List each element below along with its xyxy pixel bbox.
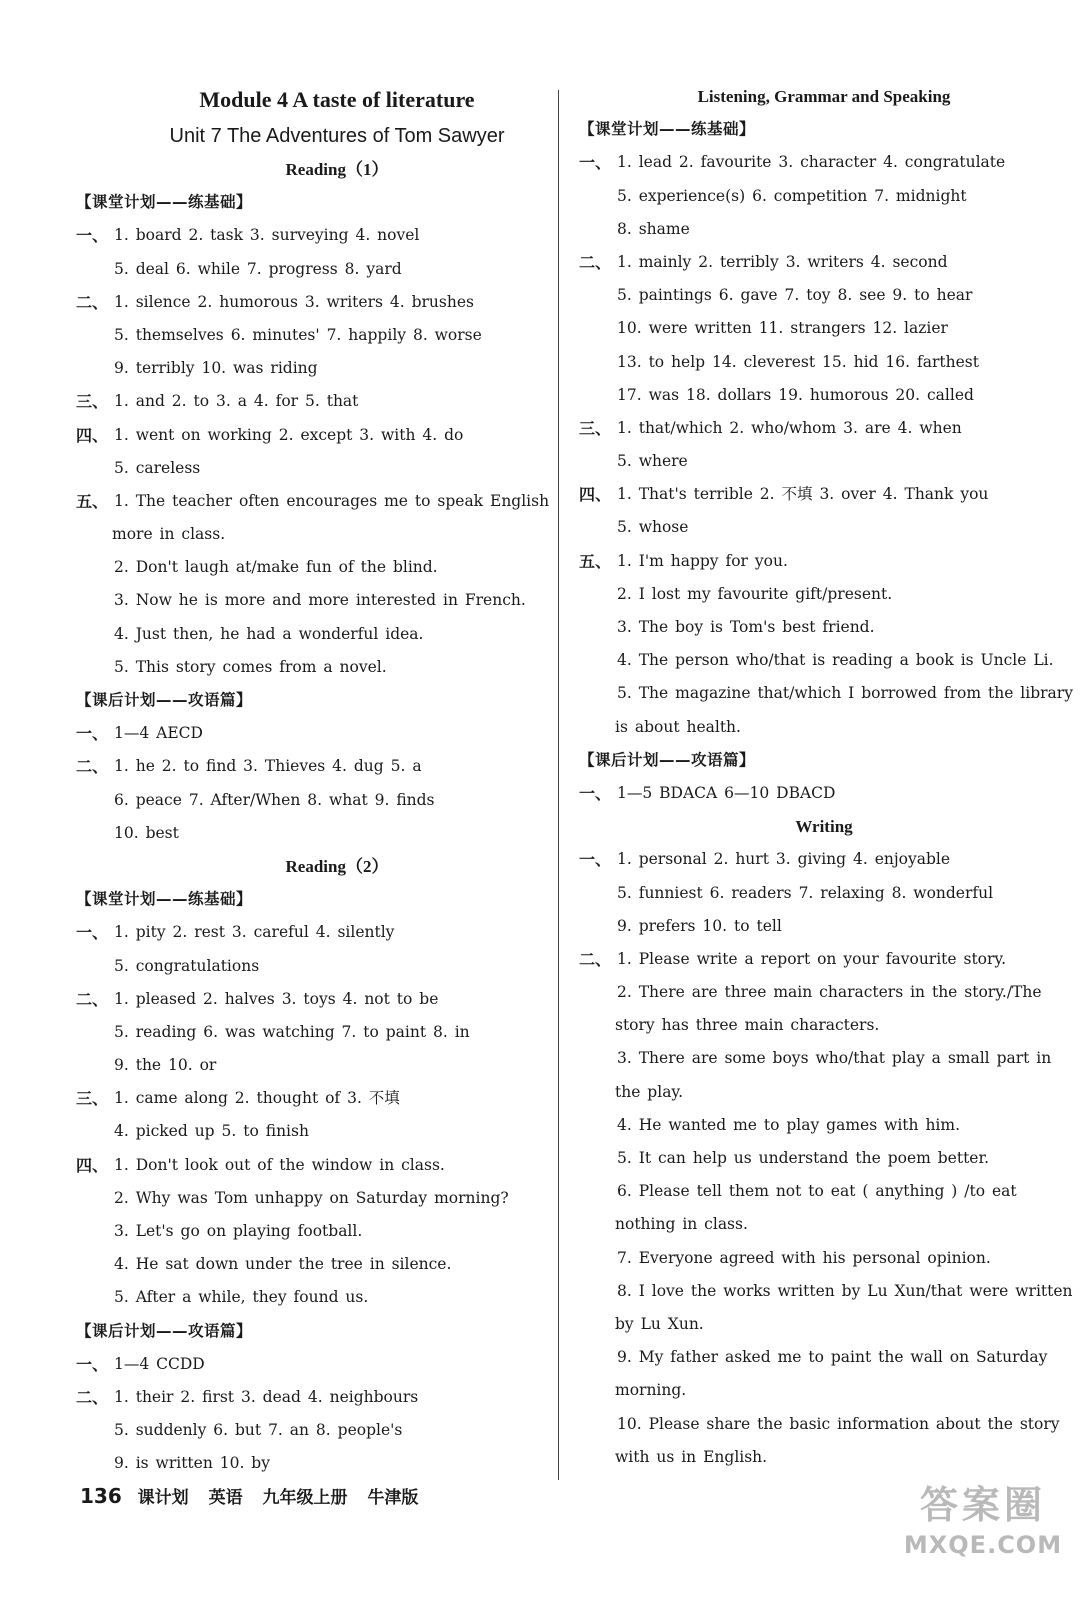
answer-line <box>579 611 1049 644</box>
answer-line <box>579 976 1049 1009</box>
answer-line <box>579 578 1049 611</box>
answer-line <box>76 1281 538 1314</box>
answer-line <box>76 750 538 783</box>
answer-text: 1. their 2. first 3. dead 4. neighbours <box>114 1387 419 1406</box>
answer-line <box>579 1076 1049 1109</box>
question-group-number: 四、 <box>76 1155 109 1175</box>
answer-line <box>76 1182 538 1215</box>
answer-line <box>76 1082 538 1115</box>
answer-line <box>579 1142 1049 1175</box>
section-header: 【课后计划——攻语篇】 <box>76 1321 253 1340</box>
section-header: 【课堂计划——练基础】 <box>76 193 253 212</box>
section-title: Listening, Grammar and Speaking <box>697 87 951 106</box>
answer-line <box>76 1447 538 1480</box>
answer-text: 3. Let's go on playing football. <box>114 1222 363 1240</box>
section-header: 【课堂计划——练基础】 <box>579 120 756 139</box>
answer-text: 2. There are three main characters in the story./The <box>617 983 1042 1002</box>
watermark-logo <box>903 1480 1063 1570</box>
question-group-number: 一、 <box>579 850 612 870</box>
answer-line <box>579 445 1049 478</box>
answer-text: 1. The teacher often encourages me to speak English <box>114 491 550 510</box>
question-group-number: 二、 <box>76 989 109 1009</box>
answer-text: 1. mainly 2. terribly 3. writers 4. second <box>617 252 948 271</box>
answer-line <box>76 584 538 617</box>
answer-line <box>76 518 538 551</box>
answer-text: 1. silence 2. humorous 3. writers 4. brushes <box>114 292 474 311</box>
answer-line <box>76 452 538 485</box>
answer-line <box>76 1381 538 1414</box>
answer-text: 5. This story comes from a novel. <box>114 657 387 676</box>
answer-line <box>76 253 538 286</box>
answer-line <box>76 1348 538 1381</box>
answer-line <box>579 877 1049 910</box>
answer-text: 1—4 CCDD <box>114 1354 205 1373</box>
answer-text: 1. pity 2. rest 3. careful 4. silently <box>114 923 395 942</box>
question-group-number: 四、 <box>76 425 109 445</box>
left-answer-list <box>76 153 550 1481</box>
left-column <box>76 80 550 1481</box>
answer-line <box>76 319 538 352</box>
question-group-number: 二、 <box>76 1387 109 1407</box>
module-title: Module 4 A taste of literature <box>199 87 475 112</box>
answer-text: morning. <box>615 1381 687 1400</box>
watermark-logo-text: 答案圈 <box>919 1483 1046 1527</box>
answer-text: story has three main characters. <box>615 1016 880 1035</box>
answer-text: 2. Don't laugh at/make fun of the blind. <box>114 558 438 577</box>
answer-line <box>76 1248 538 1281</box>
answer-text: 1. pleased 2. halves 3. toys 4. not to be <box>114 989 439 1008</box>
answer-line <box>579 1341 1049 1374</box>
question-group-number: 三、 <box>579 418 612 438</box>
answer-text: 1. Don't look out of the window in class. <box>114 1155 445 1174</box>
answer-line <box>579 279 1049 312</box>
answer-text: 1. went on working 2. except 3. with 4. do <box>114 425 464 444</box>
answer-text: 1. board 2. task 3. surveying 4. novel <box>114 226 420 245</box>
answer-text: 5. whose <box>617 518 689 537</box>
question-group-number: 二、 <box>76 292 109 312</box>
answer-text: 4. picked up 5. to finish <box>114 1122 309 1141</box>
answer-line <box>579 1042 1052 1075</box>
answer-text: nothing in class. <box>615 1215 748 1234</box>
question-group-number: 五、 <box>76 491 109 511</box>
answer-text: 9. is written 10. by <box>114 1454 270 1473</box>
answer-line <box>76 1115 538 1148</box>
section-header: 【课后计划——攻语篇】 <box>579 750 756 769</box>
answer-text: 5. congratulations <box>114 956 260 975</box>
answer-text: 6. Please tell them not to eat ( anything ) /to eat <box>617 1182 1017 1201</box>
answer-line <box>579 1374 1049 1407</box>
answer-line <box>76 1049 538 1082</box>
section-title: Writing <box>795 817 853 837</box>
answer-text: 4. He sat down under the tree in silence. <box>114 1255 452 1274</box>
question-group-number: 一、 <box>76 1354 109 1374</box>
answer-text: 1. Please write a report on your favourite story. <box>617 949 1007 968</box>
answer-line <box>76 983 538 1016</box>
answer-text: 5. After a while, they found us. <box>114 1288 369 1307</box>
answer-text: 2. I lost my favourite gift/present. <box>617 584 893 603</box>
question-group-number: 一、 <box>579 153 612 173</box>
answer-text: 1. and 2. to 3. a 4. for 5. that <box>114 392 359 411</box>
answer-line <box>579 1275 1073 1308</box>
right-column <box>579 80 1073 1474</box>
answer-line <box>76 1149 538 1182</box>
answer-line <box>76 219 538 252</box>
answer-line <box>76 916 538 949</box>
answer-text: 5. themselves 6. minutes' 7. happily 8. worse <box>114 325 482 344</box>
book-name: 课计划 <box>137 1488 189 1508</box>
answer-line <box>579 511 1049 544</box>
answer-line <box>579 213 1049 246</box>
question-group-number: 三、 <box>76 1089 109 1109</box>
question-group-number: 二、 <box>579 949 612 969</box>
answer-text: 5. experience(s) 6. competition 7. midnight <box>617 186 967 205</box>
answer-line <box>579 412 1049 445</box>
answer-line <box>579 346 1049 379</box>
section-title: Reading（1） <box>285 160 389 179</box>
answer-line <box>76 784 538 817</box>
answer-line <box>76 551 538 584</box>
answer-text: 10. Please share the basic information about the story <box>617 1414 1060 1433</box>
answer-line <box>579 1109 1049 1142</box>
answer-line <box>76 1016 538 1049</box>
question-group-number: 三、 <box>76 392 109 412</box>
answer-line <box>76 286 538 319</box>
answer-line <box>579 644 1054 677</box>
question-group-number: 一、 <box>579 783 612 803</box>
answer-line <box>76 485 550 518</box>
grade-name: 九年级上册 <box>262 1488 348 1508</box>
answer-line <box>579 1441 1049 1474</box>
column-divider <box>558 90 559 1480</box>
answer-text: 1. came along 2. thought of 3. 不填 <box>114 1089 400 1108</box>
unit-title: Unit 7 The Adventures of Tom Sawyer <box>169 125 505 147</box>
answer-text: by Lu Xun. <box>615 1314 704 1333</box>
watermark-url: MXQE.COM <box>903 1531 1063 1559</box>
question-group-number: 五、 <box>579 551 612 571</box>
answer-text: 5. deal 6. while 7. progress 8. yard <box>114 259 402 278</box>
answer-text: 5. It can help us understand the poem better. <box>617 1149 990 1167</box>
answer-line <box>579 379 1049 412</box>
section-header: 【课后计划——攻语篇】 <box>76 691 253 709</box>
answer-text: 7. Everyone agreed with his personal opinion. <box>617 1248 991 1267</box>
answer-line <box>579 677 1073 710</box>
answer-text: 1. that/which 2. who/whom 3. are 4. when <box>617 418 962 437</box>
answer-text: 4. Just then, he had a wonderful idea. <box>114 624 424 643</box>
page-number: 136 <box>80 1484 122 1508</box>
answer-text: 8. shame <box>617 219 690 238</box>
question-group-number: 一、 <box>76 226 109 246</box>
answer-line <box>579 312 1049 345</box>
section-header: 【课堂计划——练基础】 <box>76 890 253 909</box>
answer-text: 3. There are some boys who/that play a small part in <box>617 1049 1052 1068</box>
answer-text: 9. My father asked me to paint the wall on Saturday <box>617 1348 1048 1367</box>
answer-text: 9. prefers 10. to tell <box>617 916 782 935</box>
answer-line <box>579 146 1049 179</box>
answer-line <box>579 777 1049 810</box>
question-group-number: 四、 <box>579 485 612 505</box>
answer-line <box>579 246 1049 279</box>
section-title: Reading（2） <box>285 856 389 876</box>
answer-text: is about health. <box>615 717 741 736</box>
answer-line <box>76 817 538 850</box>
answer-text: 1. he 2. to find 3. Thieves 4. dug 5. a <box>114 757 422 776</box>
question-group-number: 一、 <box>76 724 109 744</box>
answer-line <box>76 1414 538 1447</box>
answer-text: 3. Now he is more and more interested in French. <box>114 591 526 610</box>
answer-text: 5. careless <box>114 458 201 477</box>
answer-text: 10. best <box>114 823 179 842</box>
answer-line <box>579 943 1049 976</box>
answer-text: 1—5 BDACA 6—10 DBACD <box>617 783 836 802</box>
answer-text: 1. lead 2. favourite 3. character 4. congratulate <box>617 153 1006 172</box>
answer-text: 1—4 AECD <box>114 724 203 743</box>
answer-text: 4. He wanted me to play games with him. <box>617 1115 961 1134</box>
question-group-number: 一、 <box>76 923 109 943</box>
right-answer-list <box>579 80 1073 1474</box>
answer-line <box>76 618 538 651</box>
answer-line <box>76 352 538 385</box>
answer-line <box>579 1208 1049 1241</box>
answer-line <box>76 1215 538 1248</box>
answer-text: 3. The boy is Tom's best friend. <box>617 618 875 636</box>
answer-text: 10. were written 11. strangers 12. lazier <box>617 319 948 338</box>
answer-text: 17. was 18. dollars 19. humorous 20. called <box>617 385 974 404</box>
answer-line <box>76 419 538 452</box>
answer-text: 4. The person who/that is reading a book is Uncle Li. <box>617 651 1054 670</box>
answer-line <box>579 1175 1049 1208</box>
subject-name: 英语 <box>208 1488 243 1508</box>
answer-line <box>579 180 1049 213</box>
answer-line <box>76 950 538 983</box>
answer-text: 1. personal 2. hurt 3. giving 4. enjoyable <box>617 850 951 869</box>
answer-text: 6. peace 7. After/When 8. what 9. finds <box>114 790 435 809</box>
answer-text: 5. paintings 6. gave 7. toy 8. see 9. to hear <box>617 286 973 305</box>
answer-text: 13. to help 14. cleverest 15. hid 16. farthest <box>617 352 979 371</box>
answer-text: 2. Why was Tom unhappy on Saturday morning? <box>114 1188 509 1207</box>
answer-line <box>76 717 538 750</box>
answer-text: 5. suddenly 6. but 7. an 8. people's <box>114 1421 403 1440</box>
answer-text: 9. terribly 10. was riding <box>114 359 318 378</box>
answer-text: 5. where <box>617 452 688 471</box>
answer-line <box>579 843 1049 876</box>
answer-line <box>76 385 538 418</box>
answer-line <box>579 910 1049 943</box>
question-group-number: 二、 <box>76 757 109 777</box>
answer-text: more in class. <box>112 525 226 544</box>
answer-text: with us in English. <box>615 1447 768 1466</box>
answer-line <box>579 711 1049 744</box>
answer-text: the play. <box>615 1082 684 1101</box>
answer-line <box>579 1009 1049 1042</box>
answer-line <box>579 1242 1049 1275</box>
answer-text: 5. funniest 6. readers 7. relaxing 8. wonderful <box>617 883 994 902</box>
answer-line <box>76 651 538 684</box>
answer-line <box>579 1308 1049 1341</box>
answer-text: 8. I love the works written by Lu Xun/that were written <box>617 1281 1073 1300</box>
answer-text: 9. the 10. or <box>114 1056 217 1075</box>
answer-text: 1. That's terrible 2. 不填 3. over 4. Thank you <box>617 485 989 504</box>
question-group-number: 二、 <box>579 252 612 272</box>
answer-text: 1. I'm happy for you. <box>617 551 788 570</box>
answer-text: 5. reading 6. was watching 7. to paint 8. in <box>114 1022 470 1041</box>
answer-text: 5. The magazine that/which I borrowed from the library <box>617 684 1073 703</box>
edition-name: 牛津版 <box>367 1488 419 1508</box>
answer-line <box>579 1408 1060 1441</box>
page-footer <box>80 1478 432 1514</box>
answer-line <box>579 545 1049 578</box>
answer-line <box>579 478 1049 511</box>
